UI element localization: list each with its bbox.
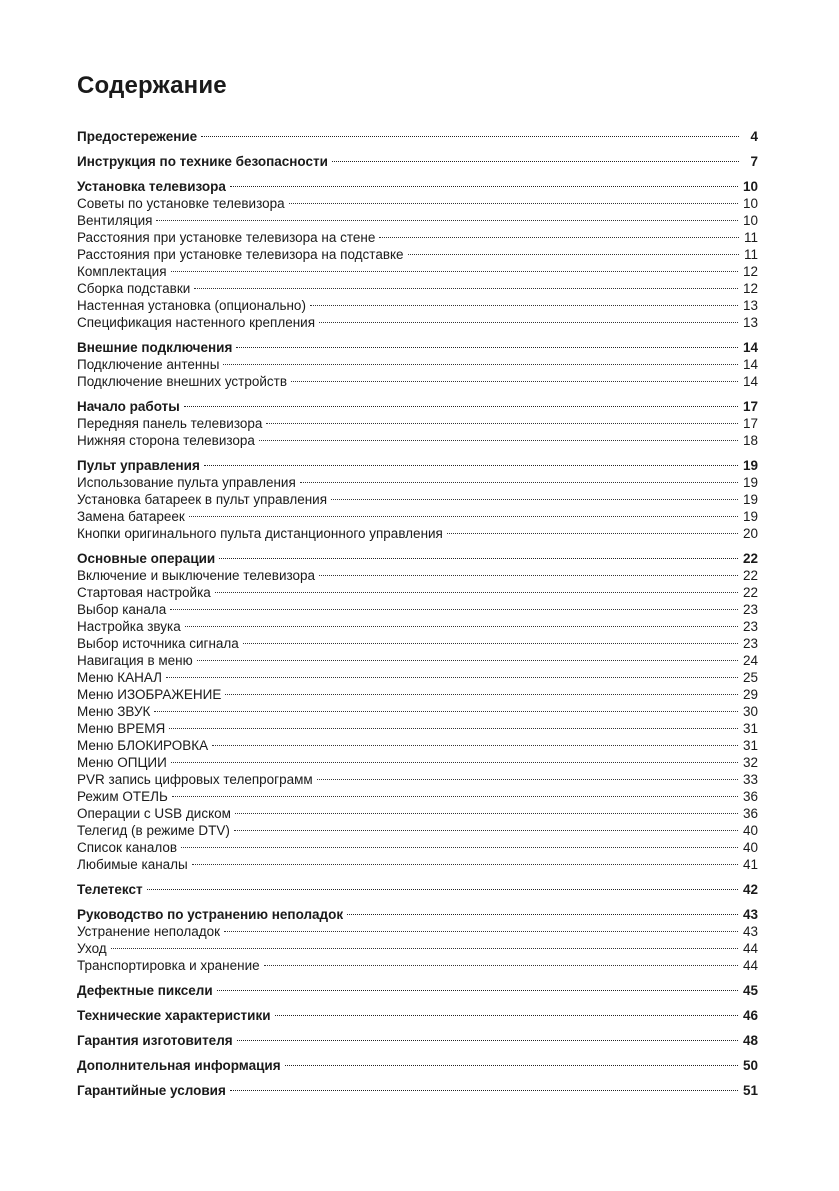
dot-leader [189, 504, 740, 521]
toc-entry-label: Комплектация [77, 264, 167, 279]
toc-entry-label: Установка телевизора [77, 179, 226, 194]
toc-section [77, 335, 758, 389]
dot-leader [181, 835, 740, 852]
dot-leader [347, 902, 740, 919]
toc-entry-label: Основные операции [77, 551, 216, 566]
toc-section-heading[interactable] [77, 546, 758, 566]
dot-leader [201, 124, 741, 141]
toc-page-number: 11 [743, 247, 758, 262]
toc-section-heading[interactable] [77, 1028, 758, 1048]
toc-entry-label: Предостережение [77, 129, 198, 144]
dot-leader [331, 487, 740, 504]
table-of-contents [77, 124, 758, 1098]
toc-entry-label: Гарантийные условия [77, 1083, 226, 1098]
toc-page-number: 36 [742, 806, 758, 821]
toc-page-number: 42 [742, 882, 758, 897]
toc-entry-label: Дополнительная информация [77, 1058, 281, 1073]
toc-entry-label: Меню ЗВУК [77, 704, 151, 719]
toc-section [77, 394, 758, 448]
toc-section-heading[interactable] [77, 124, 758, 144]
toc-entry[interactable] [77, 750, 758, 770]
toc-entry-label: Замена батареек [77, 509, 185, 524]
dot-leader [225, 682, 740, 699]
toc-section [77, 174, 758, 330]
dot-leader [319, 563, 740, 580]
toc-entry-label: Настройка звука [77, 619, 181, 634]
dot-leader [243, 631, 740, 648]
toc-entry[interactable] [77, 276, 758, 296]
toc-section-heading[interactable] [77, 902, 758, 922]
toc-page-number: 22 [742, 585, 758, 600]
toc-page-number: 19 [742, 475, 758, 490]
toc-section-heading[interactable] [77, 1003, 758, 1023]
toc-entry-label: Меню БЛОКИРОВКА [77, 738, 209, 753]
toc-entry[interactable] [77, 225, 758, 245]
toc-entry-label: Меню ВРЕМЯ [77, 721, 166, 736]
toc-entry-label: Использование пульта управления [77, 475, 296, 490]
toc-entry[interactable] [77, 767, 758, 787]
toc-entry[interactable] [77, 259, 758, 279]
toc-page-number: 43 [742, 924, 758, 939]
dot-leader [172, 784, 740, 801]
toc-entry-label: Дефектные пиксели [77, 983, 213, 998]
toc-page-number: 40 [742, 840, 758, 855]
toc-section [77, 124, 758, 144]
toc-entry-label: Внешние подключения [77, 340, 233, 355]
toc-entry-label: Стартовая настройка [77, 585, 211, 600]
dot-leader [236, 335, 740, 352]
dot-leader [289, 191, 740, 208]
toc-entry-label: Транспортировка и хранение [77, 958, 260, 973]
dot-leader [171, 259, 740, 276]
toc-page-number: 32 [742, 755, 758, 770]
toc-entry-label: Выбор канала [77, 602, 167, 617]
dot-leader [230, 1078, 740, 1095]
dot-leader [166, 665, 740, 682]
dot-leader [285, 1053, 740, 1070]
toc-section-heading[interactable] [77, 149, 758, 169]
toc-page-number: 46 [742, 1008, 758, 1023]
dot-leader [111, 936, 740, 953]
toc-entry[interactable] [77, 733, 758, 753]
toc-section [77, 453, 758, 541]
toc-section [77, 149, 758, 169]
dot-leader [332, 149, 741, 166]
toc-page-number: 22 [742, 568, 758, 583]
toc-entry-label: Спецификация настенного крепления [77, 315, 316, 330]
dot-leader [197, 648, 740, 665]
toc-page-number: 20 [742, 526, 758, 541]
toc-entry[interactable] [77, 682, 758, 702]
toc-entry-label: Кнопки оригинального пульта дистанционного управления [77, 526, 443, 541]
toc-entry-label: Включение и выключение телевизора [77, 568, 316, 583]
dot-leader [192, 852, 740, 869]
toc-page-number: 19 [742, 509, 758, 524]
toc-entry-label: Меню КАНАЛ [77, 670, 163, 685]
toc-page-number: 13 [742, 315, 758, 330]
dot-leader [223, 352, 740, 369]
toc-section-heading[interactable] [77, 335, 758, 355]
toc-entry-label: Расстояния при установке телевизора на стене [77, 230, 376, 245]
dot-leader [154, 699, 740, 716]
dot-leader [447, 521, 740, 538]
dot-leader [259, 428, 740, 445]
toc-page-number: 40 [742, 823, 758, 838]
toc-entry-label: Подключение внешних устройств [77, 374, 288, 389]
toc-entry-label: Меню ОПЦИИ [77, 755, 167, 770]
dot-leader [212, 733, 740, 750]
dot-leader [170, 597, 740, 614]
toc-section [77, 978, 758, 998]
toc-entry-label: Гарантия изготовителя [77, 1033, 233, 1048]
toc-entry-label: Начало работы [77, 399, 180, 414]
toc-page-number: 48 [742, 1033, 758, 1048]
dot-leader [266, 411, 740, 428]
dot-leader [217, 978, 740, 995]
toc-entry-label: Настенная установка (опционально) [77, 298, 306, 313]
dot-leader [230, 174, 740, 191]
dot-leader [291, 369, 740, 386]
toc-page-number: 29 [742, 687, 758, 702]
toc-entry-label: Уход [77, 941, 107, 956]
toc-entry-label: Подключение антенны [77, 357, 220, 372]
toc-entry-label: Передняя панель телевизора [77, 416, 263, 431]
dot-leader [169, 716, 740, 733]
toc-entry[interactable] [77, 614, 758, 634]
toc-page-number: 4 [750, 129, 758, 144]
toc-page-number: 17 [742, 399, 758, 414]
toc-section [77, 1028, 758, 1048]
dot-leader [275, 1003, 740, 1020]
page-title: Содержание [77, 72, 227, 99]
dot-leader [317, 767, 740, 784]
dot-leader [219, 546, 740, 563]
dot-leader [408, 242, 741, 259]
dot-leader [185, 614, 740, 631]
toc-page-number: 41 [742, 857, 758, 872]
toc-entry-label: Сборка подставки [77, 281, 191, 296]
toc-page-number: 43 [742, 907, 758, 922]
toc-entry-label: Операции с USB диском [77, 806, 231, 821]
toc-entry[interactable] [77, 208, 758, 228]
toc-entry-label: Меню ИЗОБРАЖЕНИЕ [77, 687, 222, 702]
toc-entry[interactable] [77, 953, 758, 973]
toc-section [77, 546, 758, 872]
toc-page-number: 7 [750, 154, 758, 169]
toc-page-number: 10 [742, 179, 758, 194]
toc-page-number: 30 [742, 704, 758, 719]
dot-leader [310, 293, 740, 310]
toc-page-number: 13 [742, 298, 758, 313]
toc-entry[interactable] [77, 665, 758, 685]
dot-leader [234, 818, 740, 835]
toc-entry-label: Инструкция по технике безопасности [77, 154, 328, 169]
toc-entry-label: Технические характеристики [77, 1008, 271, 1023]
toc-page-number: 31 [742, 721, 758, 736]
dot-leader [147, 877, 740, 894]
toc-section-heading[interactable] [77, 1078, 758, 1098]
toc-section-heading[interactable] [77, 174, 758, 194]
dot-leader [156, 208, 740, 225]
toc-page-number: 11 [743, 230, 758, 245]
toc-entry-label: Руководство по устранению неполадок [77, 907, 344, 922]
toc-entry-label: Телегид (в режиме DTV) [77, 823, 230, 838]
toc-entry-label: Список каналов [77, 840, 178, 855]
dot-leader [171, 750, 740, 767]
dot-leader [237, 1028, 740, 1045]
toc-page-number: 44 [742, 941, 758, 956]
toc-page-number: 10 [742, 213, 758, 228]
toc-page-number: 51 [742, 1083, 758, 1098]
toc-page-number: 44 [742, 958, 758, 973]
dot-leader [264, 953, 740, 970]
toc-entry-label: Расстояния при установке телевизора на подставке [77, 247, 404, 262]
toc-section [77, 902, 758, 973]
toc-page-number: 25 [742, 670, 758, 685]
toc-page-number: 23 [742, 636, 758, 651]
dot-leader [194, 276, 740, 293]
toc-entry[interactable] [77, 699, 758, 719]
dot-leader [215, 580, 740, 597]
toc-page-number: 14 [742, 374, 758, 389]
toc-entry-label: PVR запись цифровых телепрограмм [77, 772, 313, 787]
toc-section-heading[interactable] [77, 877, 758, 897]
toc-entry[interactable] [77, 936, 758, 956]
toc-page-number: 12 [742, 281, 758, 296]
toc-page-number: 24 [742, 653, 758, 668]
toc-page-number: 31 [742, 738, 758, 753]
toc-entry-label: Устранение неполадок [77, 924, 221, 939]
toc-page-number: 36 [742, 789, 758, 804]
toc-page-number: 10 [742, 196, 758, 211]
toc-section-heading[interactable] [77, 394, 758, 414]
toc-entry-label: Выбор источника сигнала [77, 636, 239, 651]
dot-leader [319, 310, 740, 327]
toc-section-heading[interactable] [77, 978, 758, 998]
toc-section-heading[interactable] [77, 453, 758, 473]
toc-entry-label: Телетекст [77, 882, 143, 897]
toc-entry[interactable] [77, 716, 758, 736]
dot-leader [379, 225, 741, 242]
toc-page-number: 33 [742, 772, 758, 787]
toc-entry-label: Любимые каналы [77, 857, 188, 872]
toc-page-number: 22 [742, 551, 758, 566]
toc-page-number: 17 [742, 416, 758, 431]
toc-entry-label: Вентиляция [77, 213, 153, 228]
toc-entry[interactable] [77, 784, 758, 804]
toc-page-number: 19 [742, 492, 758, 507]
toc-entry-label: Пульт управления [77, 458, 200, 473]
dot-leader [204, 453, 740, 470]
toc-page [77, 70, 758, 1103]
toc-entry-label: Навигация в меню [77, 653, 193, 668]
toc-entry[interactable] [77, 597, 758, 617]
toc-section [77, 1078, 758, 1098]
toc-page-number: 14 [742, 340, 758, 355]
toc-entry-label: Режим ОТЕЛЬ [77, 789, 168, 804]
toc-page-number: 19 [742, 458, 758, 473]
dot-leader [300, 470, 740, 487]
toc-entry[interactable] [77, 801, 758, 821]
toc-entry-label: Советы по установке телевизора [77, 196, 285, 211]
toc-section [77, 1003, 758, 1023]
toc-page-number: 12 [742, 264, 758, 279]
toc-entry-label: Нижняя сторона телевизора [77, 433, 255, 448]
toc-entry-label: Установка батареек в пульт управления [77, 492, 328, 507]
toc-page-number: 23 [742, 619, 758, 634]
toc-page-number: 18 [742, 433, 758, 448]
dot-leader [235, 801, 740, 818]
toc-page-number: 23 [742, 602, 758, 617]
toc-page-number: 14 [742, 357, 758, 372]
toc-section [77, 877, 758, 897]
toc-page-number: 50 [742, 1058, 758, 1073]
toc-section [77, 1053, 758, 1073]
toc-page-number: 45 [742, 983, 758, 998]
toc-section-heading[interactable] [77, 1053, 758, 1073]
dot-leader [224, 919, 740, 936]
dot-leader [184, 394, 740, 411]
